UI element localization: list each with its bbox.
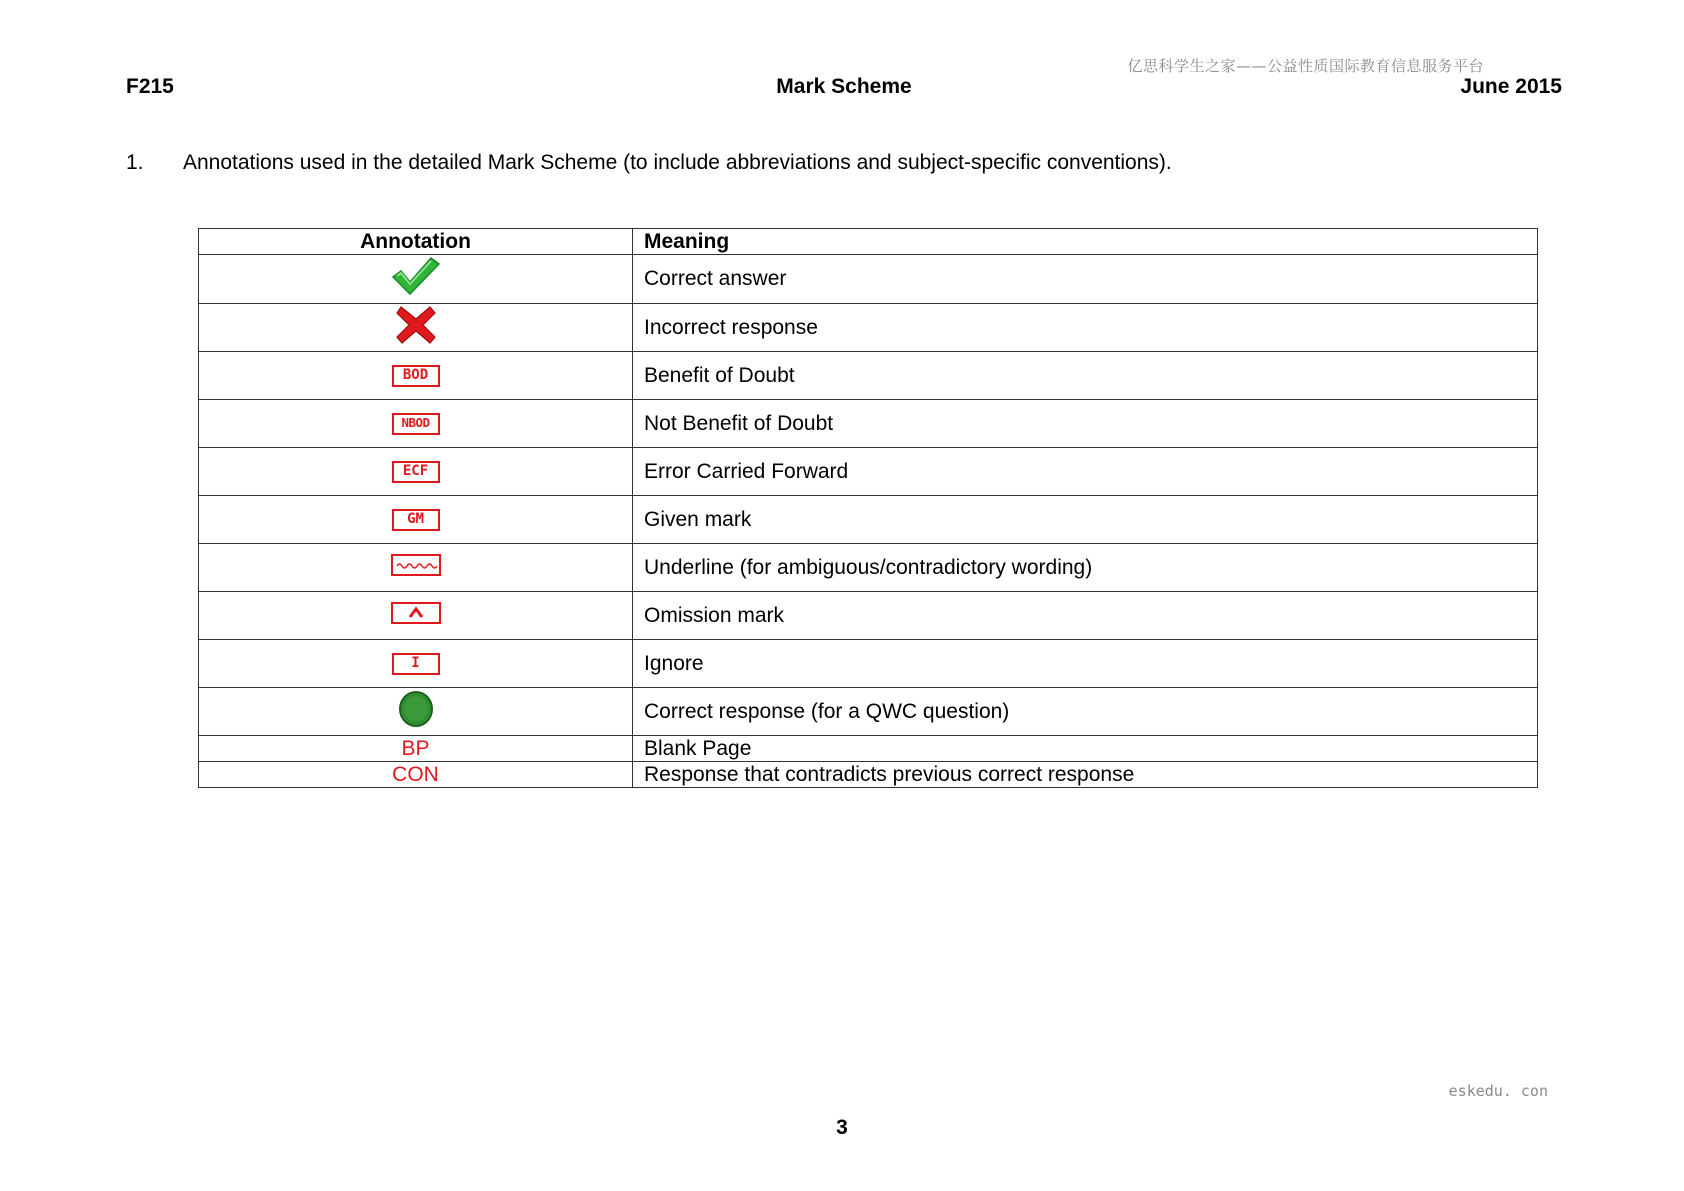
ignore-icon: I [392,653,440,675]
meaning-cell: Not Benefit of Doubt [633,400,1538,448]
green-circle-icon [397,690,435,728]
annotation-cell [199,448,633,496]
nbod-icon: NBOD [392,413,440,435]
meaning-cell: Underline (for ambiguous/contradictory wording) [633,544,1538,592]
section-text: Annotations used in the detailed Mark Scheme (to include abbreviations and subject-specific conventions). [183,151,1172,174]
meaning-cell: Ignore [633,640,1538,688]
header-title: Mark Scheme [776,75,912,98]
table-row [199,352,1538,400]
page-number: 3 [836,1116,848,1139]
header-annotation: Annotation [199,229,633,255]
annotation-cell: BP [199,736,633,762]
header-date: June 2015 [1460,75,1562,98]
annotation-cell: CON [199,762,633,788]
header-meaning: Meaning [633,229,1538,255]
watermark-top: 亿思科学生之家——公益性质国际教育信息服务平台 [1127,57,1484,75]
table-row [199,255,1538,304]
watermark-bottom: eskedu. con [1448,1082,1548,1100]
table-row [199,448,1538,496]
table-row [199,688,1538,736]
gm-icon: GM [392,509,440,531]
annotation-cell [199,592,633,640]
caret-icon [391,602,441,624]
table-row [199,640,1538,688]
table-row [199,496,1538,544]
annotation-cell [199,400,633,448]
meaning-cell: Correct response (for a QWC question) [633,688,1538,736]
header-code: F215 [126,75,174,98]
meaning-cell: Benefit of Doubt [633,352,1538,400]
annotation-cell [199,304,633,352]
annotation-cell [199,352,633,400]
meaning-cell: Error Carried Forward [633,448,1538,496]
page-header [126,75,1562,101]
table-row [199,736,1538,762]
section-number: 1. [126,151,144,174]
meaning-cell: Response that contradicts previous correct response [633,762,1538,788]
table-row [199,304,1538,352]
ecf-icon: ECF [392,461,440,483]
meaning-cell: Blank Page [633,736,1538,762]
tick-icon [391,255,441,297]
annotation-cell [199,688,633,736]
table-row [199,400,1538,448]
annotation-cell [199,255,633,304]
bod-icon: BOD [392,365,440,387]
meaning-cell: Incorrect response [633,304,1538,352]
annotation-cell [199,640,633,688]
table-row [199,544,1538,592]
meaning-cell: Correct answer [633,255,1538,304]
meaning-cell: Given mark [633,496,1538,544]
table-row [199,592,1538,640]
annotation-cell [199,496,633,544]
meaning-cell: Omission mark [633,592,1538,640]
annotations-table [198,228,1538,788]
cross-icon [395,305,437,345]
table-header-row [199,229,1538,255]
table-row [199,762,1538,788]
annotation-cell [199,544,633,592]
wavy-underline-icon [391,554,441,576]
